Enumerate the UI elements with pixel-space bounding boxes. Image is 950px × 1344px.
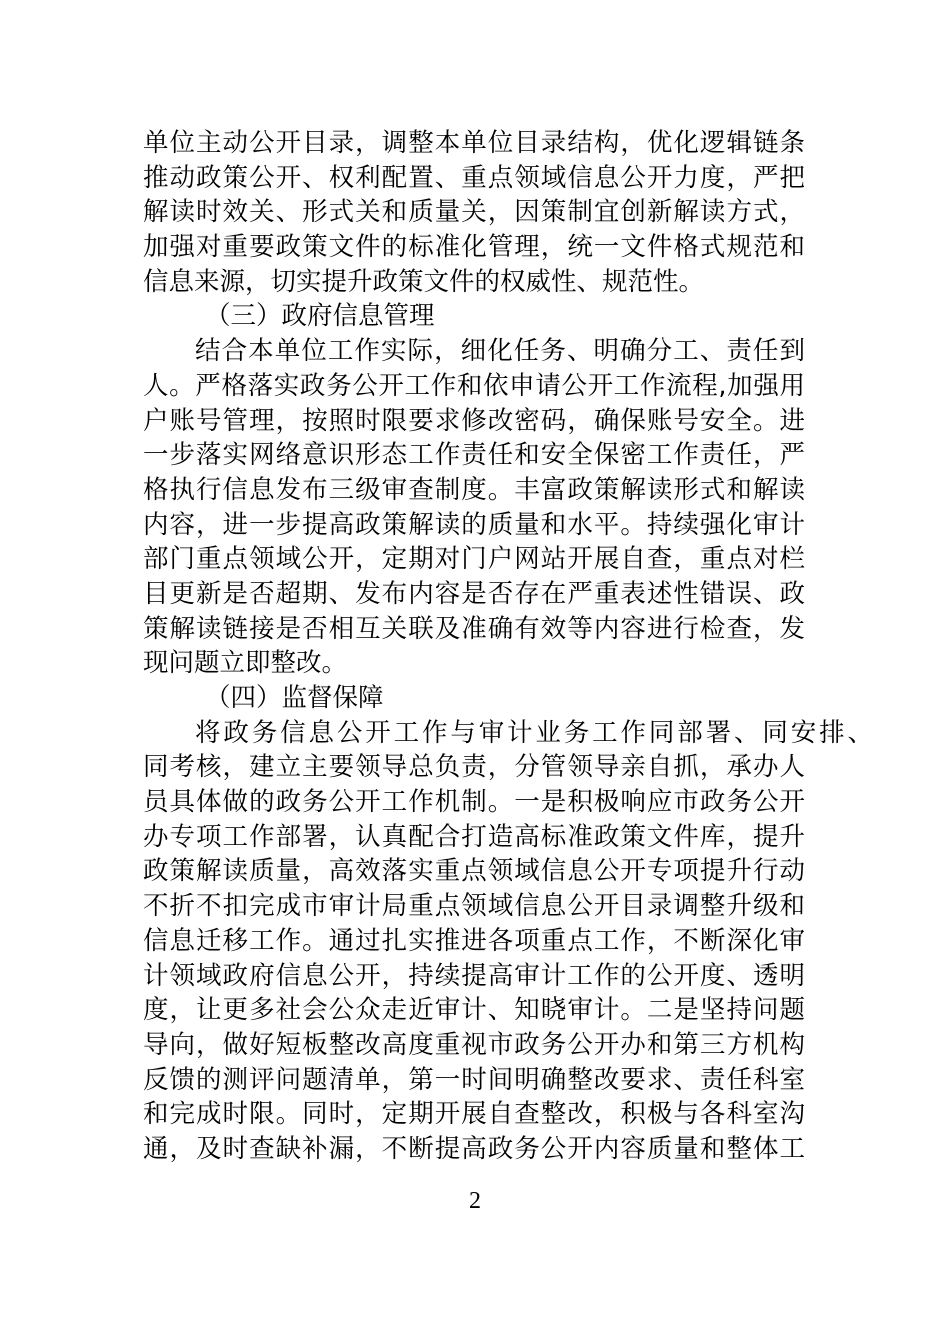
text-line: 人。严格落实政务公开工作和依申请公开工作流程,加强用: [143, 370, 805, 401]
text-line: 内容，进一步提高政策解读的质量和水平。持续强化审计: [143, 509, 805, 540]
text-line: 计领域政府信息公开，持续提高审计工作的公开度、透明: [143, 960, 805, 991]
page-number: 2: [469, 1188, 481, 1214]
text-line: 员具体做的政务公开工作机制。一是积极响应市政务公开: [143, 787, 805, 818]
text-line: 同考核，建立主要领导总负责，分管领导亲自抓，承办人: [143, 752, 805, 783]
text-line: 户账号管理，按照时限要求修改密码，确保账号安全。进: [143, 405, 805, 436]
text-line: 导向，做好短板整改高度重视市政务公开办和第三方机构: [143, 1029, 805, 1060]
text-line: 不折不扣完成市审计局重点领域信息公开目录调整升级和: [143, 891, 805, 922]
text-line: 将政务信息公开工作与审计业务工作同部署、同安排、: [195, 717, 873, 748]
text-line: 推动政策公开、权利配置、重点领域信息公开力度，严把: [143, 162, 805, 193]
text-line: 格执行信息发布三级审查制度。丰富政策解读形式和解读: [143, 474, 805, 505]
section-heading: （三）政府信息管理: [205, 301, 435, 332]
text-line: 反馈的测评问题清单，第一时间明确整改要求、责任科室: [143, 1064, 805, 1095]
text-line: 结合本单位工作实际，细化任务、明确分工、责任到: [195, 336, 805, 367]
text-line: 策解读链接是否相互关联及准确有效等内容进行检查，发: [143, 613, 805, 644]
text-line: 办专项工作部署，认真配合打造高标准政策文件库，提升: [143, 821, 805, 852]
text-line: 信息迁移工作。通过扎实推进各项重点工作，不断深化审: [143, 925, 805, 956]
text-line: 信息来源，切实提升政策文件的权威性、规范性。: [143, 266, 705, 297]
text-line: 解读时效关、形式关和质量关，因策制宜创新解读方式，: [143, 197, 805, 228]
text-line: 政策解读质量，高效落实重点领域信息公开专项提升行动: [143, 856, 805, 887]
text-line: 单位主动公开目录，调整本单位目录结构，优化逻辑链条: [143, 128, 805, 158]
text-line: 一步落实网络意识形态工作责任和安全保密工作责任，严: [143, 440, 805, 471]
text-line: 通，及时查缺补漏，不断提高政务公开内容质量和整体工: [143, 1133, 805, 1164]
text-line: 加强对重要政策文件的标准化管理，统一文件格式规范和: [143, 232, 805, 263]
text-line: 和完成时限。同时，定期开展自查整改，积极与各科室沟: [143, 1099, 805, 1130]
text-line: 度，让更多社会公众走近审计、知晓审计。二是坚持问题: [143, 995, 805, 1026]
document-body: [143, 126, 873, 1167]
text-line: 部门重点领域公开，定期对门户网站开展自查，重点对栏: [143, 544, 805, 575]
text-line: 现问题立即整改。: [143, 648, 348, 679]
text-line: 目更新是否超期、发布内容是否存在严重表述性错误、政: [143, 578, 805, 609]
section-heading: （四）监督保障: [205, 683, 384, 713]
